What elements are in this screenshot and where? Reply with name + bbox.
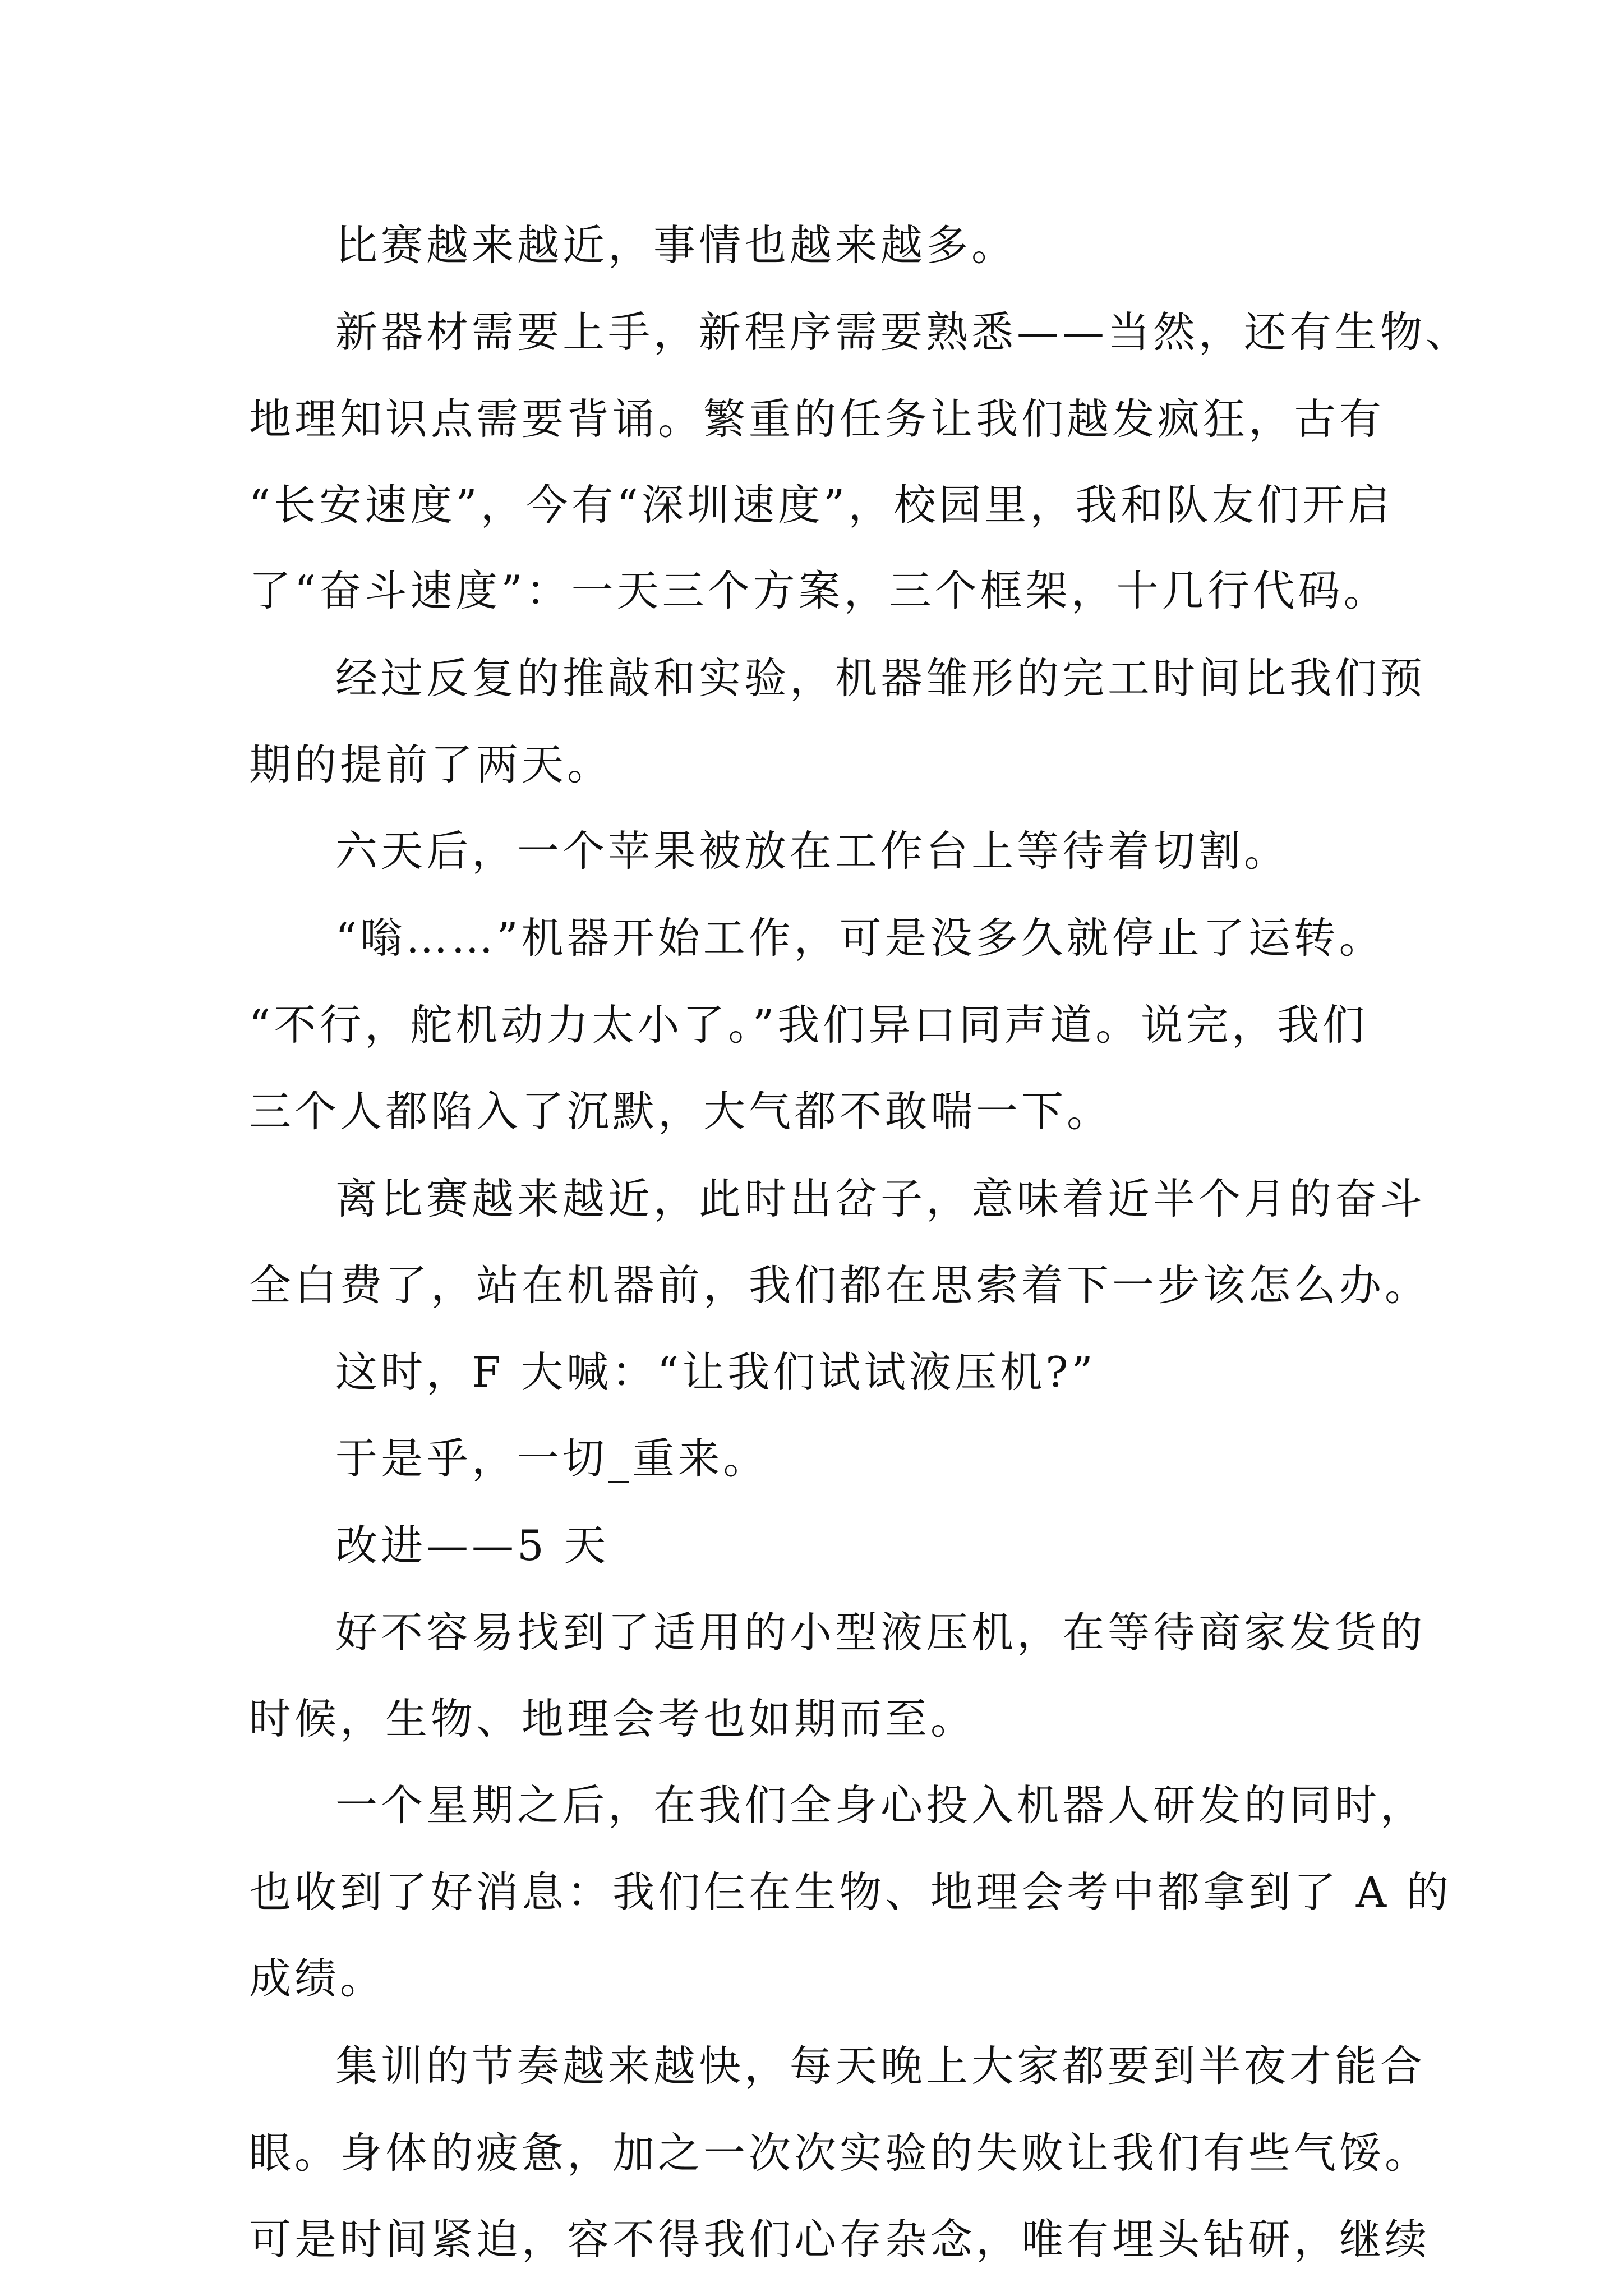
- text-line: 期的提前了两天。: [249, 740, 613, 789]
- text-line: 了“奋斗速度”：一天三个方案，三个框架，十几行代码。: [249, 566, 1389, 615]
- text-line: 好不容易找到了适用的小型液压机，在等待商家发货的: [335, 1608, 1426, 1657]
- text-line: 成绩。: [249, 1954, 386, 2003]
- text-line: 三个人都陷入了沉默，大气都不敢喘一下。: [249, 1087, 1113, 1136]
- text-line: “不行，舵机动力太小了。”我们异口同声道。说完，我们: [249, 1000, 1368, 1050]
- text-line: 新器材需要上手，新程序需要熟悉——当然，还有生物、: [335, 307, 1472, 357]
- text-line: 全白费了，站在机器前，我们都在思索着下一步该怎么办。: [249, 1260, 1431, 1310]
- text-line: 集训的节奏越来越快，每天晚上大家都要到半夜才能合: [335, 2041, 1426, 2091]
- text-line: 改进——5 天: [335, 1521, 610, 1570]
- text-line: 可是时间紧迫，容不得我们心存杂念，唯有埋头钻研，继续: [249, 2215, 1431, 2264]
- text-line: 一个星期之后，在我们全身心投入机器人研发的同时，: [335, 1780, 1426, 1830]
- text-line: 于是乎，一切_重来。: [335, 1434, 769, 1483]
- text-line: 这时，F 大喊：“让我们试试液压机?”: [335, 1347, 1096, 1397]
- text-line: 比赛越来越近，事情也越来越多。: [335, 220, 1017, 270]
- text-line: 离比赛越来越近，此时出岔子，意味着近半个月的奋斗: [335, 1174, 1426, 1223]
- text-line: 眼。身体的疲惫，加之一次次实验的失败让我们有些气馁。: [249, 2128, 1431, 2178]
- text-line: 经过反复的推敲和实验，机器雏形的完工时间比我们预: [335, 654, 1426, 703]
- text-line: “嗡……”机器开始工作，可是没多久就停止了运转。: [335, 913, 1385, 963]
- text-line: 也收到了好消息：我们仨在生物、地理会考中都拿到了 A 的: [249, 1867, 1452, 1917]
- text-line: 六天后，一个苹果被放在工作台上等待着切割。: [335, 826, 1290, 876]
- text-line: 时候，生物、地理会考也如期而至。: [249, 1694, 976, 1743]
- text-line: “长安速度”，今有“深圳速度”，校园里，我和队友们开启: [249, 480, 1394, 530]
- text-line: 地理知识点需要背诵。繁重的任务让我们越发疯狂，古有: [249, 394, 1385, 444]
